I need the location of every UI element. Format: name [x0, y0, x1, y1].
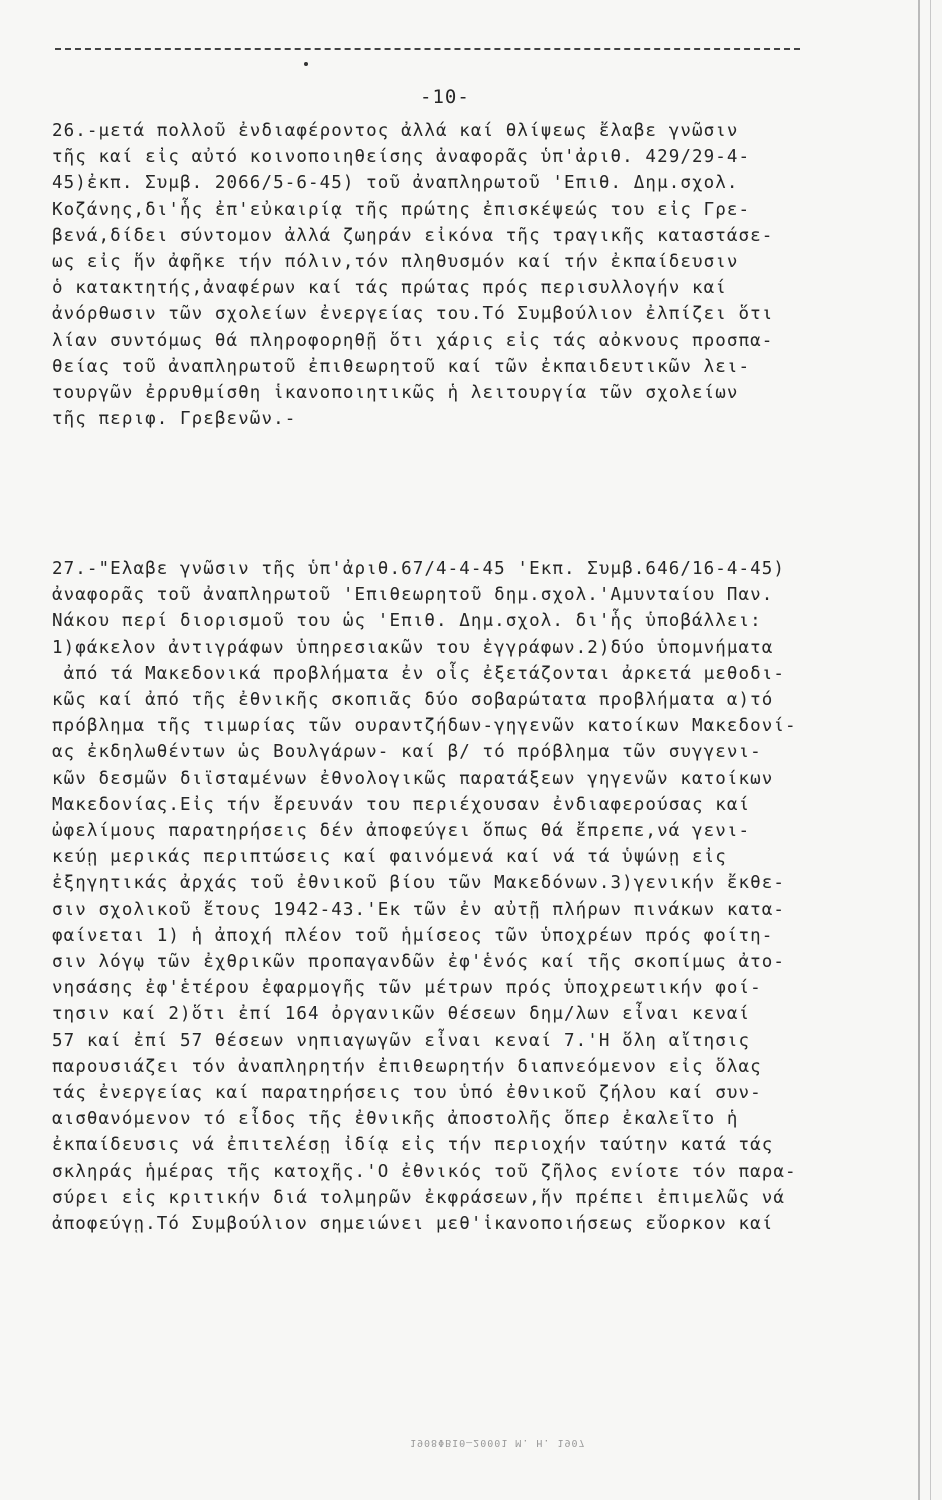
text-line: Μακεδονίας.Εἰς τήν ἔρευνάν του περιέχουσαν ἐνδιαφερούσας καί: [52, 794, 751, 815]
paragraph-27: [52, 556, 918, 1237]
text-line: ως εἰς ἥν ἀφῆκε τήν πόλιν,τόν πληθυσμόν καί τήν ἐκπαίδευσιν: [52, 252, 739, 273]
text-line: ἀπό τά Μακεδονικά προβλήματα ἐν οἷς ἐξετάζονται ἀρκετά μεθοδι-: [52, 663, 786, 684]
page-edge-shadow: [918, 0, 920, 1500]
text-line: τουργῶν ἐρρυθμίσθη ἱκανοποιητικῶς ἡ λειτουργία τῶν σχολείων: [52, 383, 739, 404]
text-line: παρουσιάζει τόν ἀναπληρητήν ἐπιθεωρητήν διαπνεόμενον εἰς ὅλας: [52, 1056, 762, 1077]
text-line: 57 καί ἐπί 57 θέσεων νηπιαγωγῶν εἶναι κεναί 7.'Η ὅλη αἴτησις: [52, 1030, 751, 1051]
text-line: κῶν δεσμῶν διϊσταμένων ἐθνολογικῶς παρατάξεων γηγενῶν κατοίκων: [52, 768, 774, 789]
text-line: σιν σχολικοῦ ἔτους 1942-43.'Εκ τῶν ἐν αὐτῇ πλήρων πινάκων κατα-: [52, 899, 786, 920]
text-line: βενά,δίδει σύντομον ἀλλά ζωηράν εἰκόνα τῆς τραγικῆς καταστάσε-: [52, 225, 774, 246]
text-line: Κοζάνης,δι'ἧς ἐπ'εὐκαιρίᾳ τῆς πρώτης ἐπισκέψεώς του εἰς Γρε-: [52, 199, 751, 220]
text-line: ἀποφεύγῃ.Τό Συμβούλιον σημειώνει μεθ'ἱκανοποιήσεως εὔορκον καί: [52, 1214, 774, 1235]
text-line: τῆς περιφ. Γρεβενῶν.-: [52, 409, 297, 430]
text-line: Νάκου περί διορισμοῦ του ὡς 'Επιθ. Δημ.σχολ. δι'ἧς ὑποβάλλει:: [52, 611, 762, 632]
text-line: πρόβλημα τῆς τιμωρίας τῶν ουραντζήδων-γηγενῶν κατοίκων Μακεδονί-: [52, 716, 797, 737]
text-line: νησάσης ἐφ'ἑτέρου ἐφαρμογῆς τῶν μέτρων πρός ὑποχρεωτικήν φοί-: [52, 978, 762, 999]
text-line: ας ἐκδηλωθέντων ὡς Βουλγάρων- καί β/ τό πρόβλημα τῶν συγγενι-: [52, 742, 762, 763]
text-line: 27.-"Ελαβε γνῶσιν τῆς ὑπ'ἀριθ.67/4-4-45 'Εκπ. Συμβ.646/16-4-45): [52, 559, 786, 579]
text-line: τάς ἐνεργείας καί παρατηρήσεις του ὑπό ἐθνικοῦ ζήλου καί συν-: [52, 1083, 762, 1104]
text-line: ἐκπαίδευσις νά ἐπιτελέσῃ ἰδίᾳ εἰς τήν περιοχήν ταύτην κατά τάς: [52, 1135, 774, 1156]
ink-dot: [304, 62, 308, 66]
text-line: 45)ἐκπ. Συμβ. 2066/5-6-45) τοῦ ἀναπληρωτοῦ 'Επιθ. Δημ.σχολ.: [52, 173, 739, 194]
text-line: τῆς καί εἰς αὐτό κοινοποιηθείσης ἀναφορᾶς ὑπ'ἀριθ. 429/29-4-: [52, 147, 751, 168]
text-line: αισθανόμενον τό εἶδος τῆς ἐθνικῆς ἀποστολῆς ὅπερ ἐκαλεῖτο ἡ: [52, 1109, 739, 1130]
text-line: θείας τοῦ ἀναπληρωτοῦ ἐπιθεωρητοῦ καί τῶν ἐκπαιδευτικῶν λει-: [52, 356, 751, 377]
text-line: φαίνεται 1) ἡ ἀποχή πλέον τοῦ ἡμίσεος τῶν ὑποχρέων πρός φοίτη-: [52, 925, 774, 946]
text-line: σκληράς ἡμέρας τῆς κατοχῆς.'Ο ἐθνικός τοῦ ζῆλος ενίοτε τόν παρα-: [52, 1161, 797, 1182]
text-line: τησιν καί 2)ὅτι ἐπί 164 ὀργανικῶν θέσεων δημ/λων εἶναι κεναί: [52, 1004, 751, 1025]
top-dashed-rule: [55, 48, 800, 50]
text-line: 1)φάκελον ἀντιγράφων ὑπηρεσιακῶν του ἐγγράφων.2)δύο ὑπομνήματα: [52, 637, 774, 658]
bleed-through-stamp: 1908ΦΒΙΘ—20001 Μ. Η. 1907: [410, 1437, 586, 1448]
text-line: σιν λόγῳ τῶν ἐχθρικῶν προπαγανδῶν ἐφ'ἑνός καί τῆς σκοπίμως ἀτο-: [52, 952, 786, 973]
text-line: 26.-μετά πολλοῦ ἐνδιαφέροντος ἀλλά καί θλίψεως ἔλαβε γνῶσιν: [52, 121, 739, 141]
text-line: σύρει εἰς κριτικήν διά τολμηρῶν ἐκφράσεων,ἥν πρέπει ἐπιμελῶς νά: [52, 1187, 786, 1208]
page-number: -10-: [420, 86, 470, 108]
page-edge-line: [930, 0, 931, 1500]
text-line: κῶς καί ἀπό τῆς ἐθνικῆς σκοπιᾶς δύο σοβαρώτατα προβλήματα α)τό: [52, 690, 774, 711]
text-line: κεύῃ μερικάς περιπτώσεις καί φαινόμενά καί νά τά ὑψώνῃ εἰς: [52, 847, 727, 868]
text-line: ἀναφορᾶς τοῦ ἀναπληρωτοῦ 'Επιθεωρητοῦ δημ.σχολ.'Αμυνταίου Παν.: [52, 585, 774, 606]
text-line: ἀνόρθωσιν τῶν σχολείων ἐνεργείας του.Τό Συμβούλιον ἐλπίζει ὅτι: [52, 304, 774, 325]
text-line: ἐξηγητικάς ἀρχάς τοῦ ἐθνικοῦ βίου τῶν Μακεδόνων.3)γενικήν ἔκθε-: [52, 873, 786, 894]
text-line: ὠφελίμους παρατηρήσεις δέν ἀποφεύγει ὅπως θά ἔπρεπε,νά γενι-: [52, 821, 751, 842]
text-line: ὁ κατακτητής,ἀναφέρων καί τάς πρώτας πρός περισυλλογήν καί: [52, 278, 727, 299]
paragraph-26: [52, 118, 918, 432]
text-line: λίαν συντόμως θά πληροφορηθῇ ὅτι χάρις εἰς τάς αὀκνους προσπα-: [52, 330, 774, 351]
